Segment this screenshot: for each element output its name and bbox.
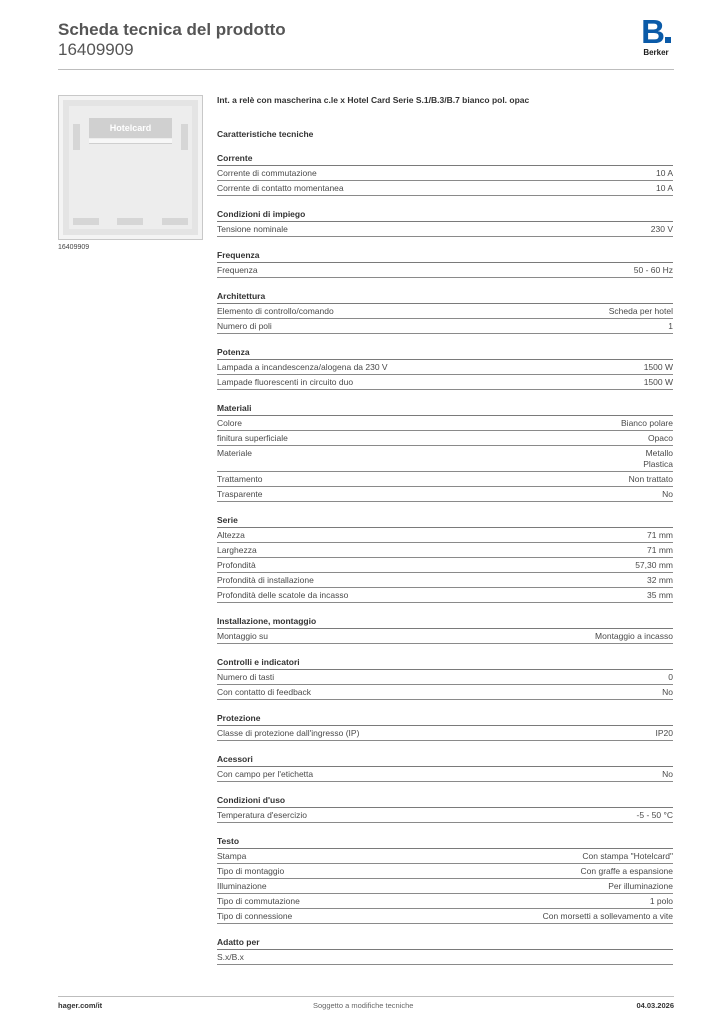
spec-row xyxy=(217,431,673,446)
spec-label: Altezza xyxy=(217,530,245,540)
spec-value: Per illuminazione xyxy=(608,881,673,891)
group-title: Acessori xyxy=(217,753,673,767)
group-title: Testo xyxy=(217,835,673,849)
plate-clip xyxy=(73,218,99,225)
spec-label: S.x/B.x xyxy=(217,952,244,962)
plate-clip xyxy=(73,124,80,150)
spec-row xyxy=(217,319,673,334)
spec-label: Montaggio su xyxy=(217,631,269,641)
spec-row xyxy=(217,222,673,237)
group-title: Architettura xyxy=(217,290,673,304)
spec-value: Opaco xyxy=(647,433,673,443)
spec-row xyxy=(217,950,673,965)
product-code: 16409909 xyxy=(58,40,134,59)
spec-value: 57,30 mm xyxy=(635,560,673,570)
spec-row xyxy=(217,558,673,573)
spec-group xyxy=(217,753,673,782)
spec-group xyxy=(217,615,673,644)
spec-row xyxy=(217,166,673,181)
footer-website: hager.com/it xyxy=(58,1001,103,1010)
spec-value: 71 mm xyxy=(647,530,673,540)
spec-value: 1 polo xyxy=(649,896,673,906)
spec-label: Corrente di contatto momentanea xyxy=(217,183,344,193)
spec-row xyxy=(217,573,673,588)
page-header xyxy=(58,13,674,70)
spec-value: 1500 W xyxy=(643,377,673,387)
group-title: Materiali xyxy=(217,402,673,416)
spec-group xyxy=(217,514,673,603)
spec-value: Bianco polare xyxy=(621,418,673,428)
logo-letter: B xyxy=(641,13,664,50)
spec-value: 0 xyxy=(668,672,673,682)
spec-label: Corrente di commutazione xyxy=(217,168,317,178)
group-title: Serie xyxy=(217,514,673,528)
spec-group xyxy=(217,208,673,237)
spec-label: Elemento di controllo/comando xyxy=(217,306,334,316)
spec-row xyxy=(217,767,673,782)
spec-row xyxy=(217,894,673,909)
spec-label: Trattamento xyxy=(217,474,263,484)
spec-row xyxy=(217,909,673,924)
spec-label: Illuminazione xyxy=(217,881,267,891)
spec-row xyxy=(217,629,673,644)
spec-label: Profondità xyxy=(217,560,256,570)
footer-notice: Soggetto a modifiche tecniche xyxy=(313,1001,414,1010)
spec-label: Tensione nominale xyxy=(217,224,288,234)
spec-value: No xyxy=(662,769,673,779)
spec-value: 50 - 60 Hz xyxy=(633,265,673,275)
spec-group xyxy=(217,794,673,823)
spec-value: Non trattato xyxy=(628,474,673,484)
spec-label: Numero di tasti xyxy=(217,672,275,682)
group-title: Controlli e indicatori xyxy=(217,656,673,670)
spec-groups xyxy=(217,152,673,965)
spec-value: 10 A xyxy=(655,183,673,193)
spec-row xyxy=(217,849,673,864)
spec-value: 1500 W xyxy=(643,362,673,372)
spec-label: Trasparente xyxy=(217,489,263,499)
spec-row xyxy=(217,879,673,894)
spec-value: No xyxy=(662,687,673,697)
spec-label: Tipo di commutazione xyxy=(217,896,300,906)
spec-label: finitura superficiale xyxy=(217,433,288,443)
spec-value: No xyxy=(662,489,673,499)
spec-label: Materiale xyxy=(217,448,252,458)
spec-label: Con contatto di feedback xyxy=(217,687,312,697)
spec-label: Classe di protezione dall'ingresso (IP) xyxy=(217,728,360,738)
spec-label: Numero di poli xyxy=(217,321,272,331)
plate-clip xyxy=(181,124,188,150)
spec-value: 1 xyxy=(668,321,673,331)
plate-clip xyxy=(117,218,143,225)
spec-value: Scheda per hotel xyxy=(608,306,673,316)
spec-group xyxy=(217,346,673,390)
spec-label: Stampa xyxy=(217,851,247,861)
product-name: Int. a relè con mascherina c.le x Hotel Card Serie S.1/B.3/B.7 bianco pol. opac xyxy=(217,95,530,105)
group-title: Potenza xyxy=(217,346,673,360)
spec-group xyxy=(217,835,673,924)
spec-row xyxy=(217,726,673,741)
spec-group xyxy=(217,712,673,741)
spec-value: Metallo Plastica xyxy=(643,448,673,469)
group-title: Frequenza xyxy=(217,249,673,263)
logo-text: Berker xyxy=(643,48,669,57)
logo-mark xyxy=(638,13,674,50)
spec-value: 32 mm xyxy=(647,575,673,585)
spec-row xyxy=(217,181,673,196)
spec-group xyxy=(217,290,673,334)
spec-content xyxy=(217,92,673,977)
plate-inner xyxy=(69,106,192,229)
spec-group xyxy=(217,152,673,196)
spec-label: Larghezza xyxy=(217,545,257,555)
spec-row xyxy=(217,685,673,700)
spec-label: Lampade fluorescenti in circuito duo xyxy=(217,377,354,387)
spec-group xyxy=(217,656,673,700)
spec-row xyxy=(217,808,673,823)
hotelcard-label: Hotelcard xyxy=(89,118,172,138)
spec-label: Colore xyxy=(217,418,243,428)
spec-label: Lampada a incandescenza/alogena da 230 V xyxy=(217,362,388,372)
spec-row xyxy=(217,360,673,375)
spec-value: IP20 xyxy=(655,728,673,738)
spec-group xyxy=(217,249,673,278)
spec-row xyxy=(217,416,673,431)
spec-label: Tipo di montaggio xyxy=(217,866,285,876)
spec-group xyxy=(217,936,673,965)
plate-clip xyxy=(162,218,188,225)
card-slot xyxy=(89,139,172,144)
page-footer xyxy=(58,996,674,1012)
page-title: Scheda tecnica del prodotto xyxy=(58,20,286,39)
spec-row xyxy=(217,528,673,543)
image-caption: 16409909 xyxy=(58,244,90,251)
spec-value: -5 - 50 °C xyxy=(636,810,673,820)
berker-logo xyxy=(638,13,674,57)
footer-date: 04.03.2026 xyxy=(636,1001,674,1010)
group-title: Corrente xyxy=(217,152,673,166)
spec-row xyxy=(217,487,673,502)
spec-label: Con campo per l'etichetta xyxy=(217,769,314,779)
spec-value: Montaggio a incasso xyxy=(595,631,673,641)
spec-value: 10 A xyxy=(655,168,673,178)
spec-value: 230 V xyxy=(650,224,673,234)
spec-value: Con stampa "Hotelcard" xyxy=(582,851,673,861)
spec-row xyxy=(217,472,673,487)
spec-value: Con morsetti a sollevamento a vite xyxy=(542,911,673,921)
spec-row xyxy=(217,375,673,390)
spec-row xyxy=(217,670,673,685)
spec-row xyxy=(217,304,673,319)
spec-label: Temperatura d'esercizio xyxy=(217,810,307,820)
group-title: Condizioni d'uso xyxy=(217,794,673,808)
group-title: Protezione xyxy=(217,712,673,726)
group-title: Adatto per xyxy=(217,936,673,950)
product-image xyxy=(58,95,203,240)
spec-label: Profondità delle scatole da incasso xyxy=(217,590,349,600)
cover-plate xyxy=(63,100,198,235)
spec-row xyxy=(217,864,673,879)
spec-row xyxy=(217,543,673,558)
group-title: Condizioni di impiego xyxy=(217,208,673,222)
spec-row xyxy=(217,263,673,278)
spec-row xyxy=(217,446,673,472)
spec-label: Profondità di installazione xyxy=(217,575,314,585)
group-title: Installazione, montaggio xyxy=(217,615,673,629)
spec-row xyxy=(217,588,673,603)
spec-label: Tipo di connessione xyxy=(217,911,293,921)
spec-label: Frequenza xyxy=(217,265,258,275)
spec-value: 71 mm xyxy=(647,545,673,555)
spec-value: 35 mm xyxy=(647,590,673,600)
spec-value: Con graffe a espansione xyxy=(580,866,673,876)
spec-title: Caratteristiche tecniche xyxy=(217,129,314,139)
logo-dot xyxy=(665,37,671,43)
spec-group xyxy=(217,402,673,502)
